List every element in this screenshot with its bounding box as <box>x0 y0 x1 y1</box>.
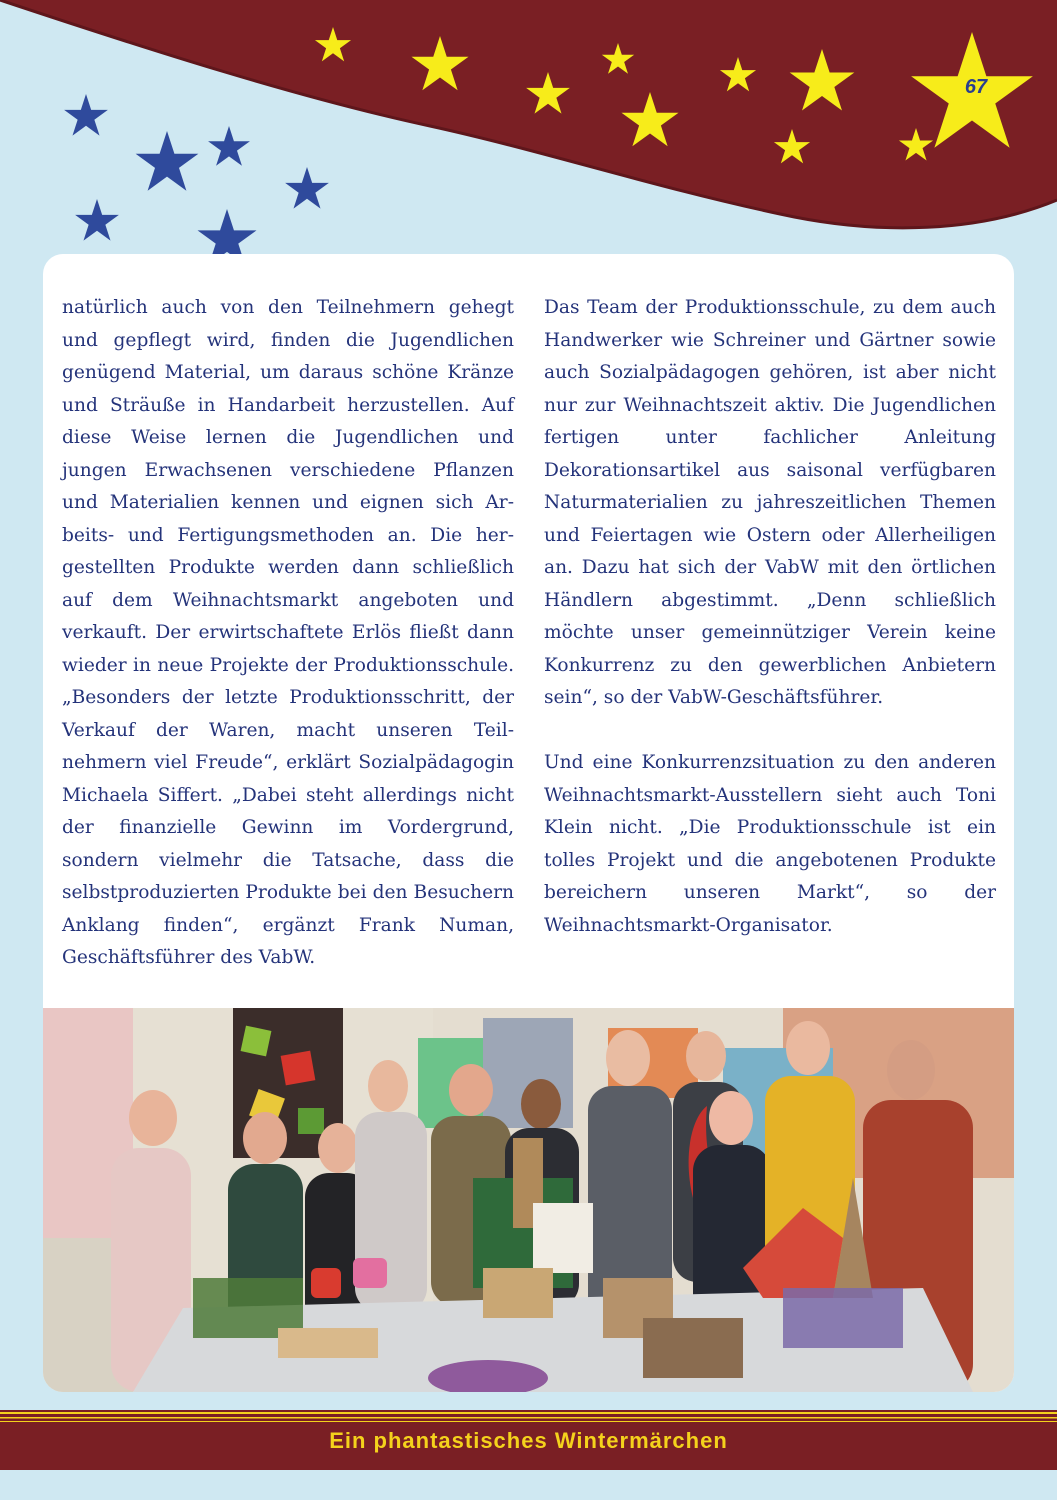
article-paragraph: natürlich auch von den Teilnehmern gehegt und gepflegt wird, finden die Jugendlichen genügend Material, um daraus schöne Kränze und Sträuße in Handarbeit herzustellen. Auf diese Weise lernen die Jugendlichen und jungen Erwachsenen verschiedene Pflanzen und Materialien kennen und eignen sich Arbeits- und Fertigungsmethoden an. Die hergestellten Produkte werden dann schließlich auf dem Weihnachtsmarkt angeboten und verkauft. Der erwirtschaftete Erlös fließt dann wieder in neue Projekte der Produktionsschule. „Besonders der letzte Produktionsschritt, der Verkauf der Waren, macht unseren Teilnehmern viel Freude“, erklärt Sozialpädagogin Michaela Siffert. „Dabei steht allerdings nicht der finanzielle Gewinn im Vordergrund, sondern vielmehr die Tatsache, dass die selbstproduzierten Produkte bei den Besuchern Anklang finden“, ergänzt Frank Numan, Geschäftsführer des VabW. <box>62 297 514 968</box>
star-icon <box>285 167 329 209</box>
header-banner <box>0 0 1057 280</box>
footer-title: Ein phantastisches Wintermärchen <box>329 1428 728 1453</box>
star-icon <box>136 131 199 191</box>
star-icon <box>75 199 119 241</box>
page-number: 67 <box>964 76 988 98</box>
blue-stars <box>64 94 329 265</box>
star-icon <box>208 126 250 166</box>
article-column-left <box>62 292 514 975</box>
article-paragraph: Und eine Konkurrenzsituation zu den anderen Weihnachtsmarkt-Ausstellern sieht auch Toni Klein nicht. „Die Produktionsschule ist ein tolles Projekt und die angebotenen Produkte bereichern unseren Markt“, so der Weihnachtsmarkt-Organisator. <box>544 752 996 936</box>
group-photo <box>43 1008 1014 1392</box>
header-wave-shape <box>0 0 1057 228</box>
article-column-right <box>544 292 996 942</box>
star-icon <box>64 94 108 136</box>
article-paragraph: Das Team der Produktionsschule, zu dem auch Handwerker wie Schreiner und Gärtner sowie auch Sozialpädagogen gehören, ist aber nicht nur zur Weihnachtszeit aktiv. Die Jugendlichen fertigen unter fachlicher Anleitung Dekorationsartikel aus saisonal verfügbaren Naturmaterialien zu jahreszeitlichen Themen und Feiertagen wie Ostern oder Allerheiligen an. Dazu hat sich der VabW mit den örtlichen Händlern abgestimmt. „Denn schließlich möchte unser gemeinnütziger Verein keine Konkurrenz zu den gewerblichen Anbietern sein“, so der VabW-Geschäftsführer. <box>544 297 996 708</box>
